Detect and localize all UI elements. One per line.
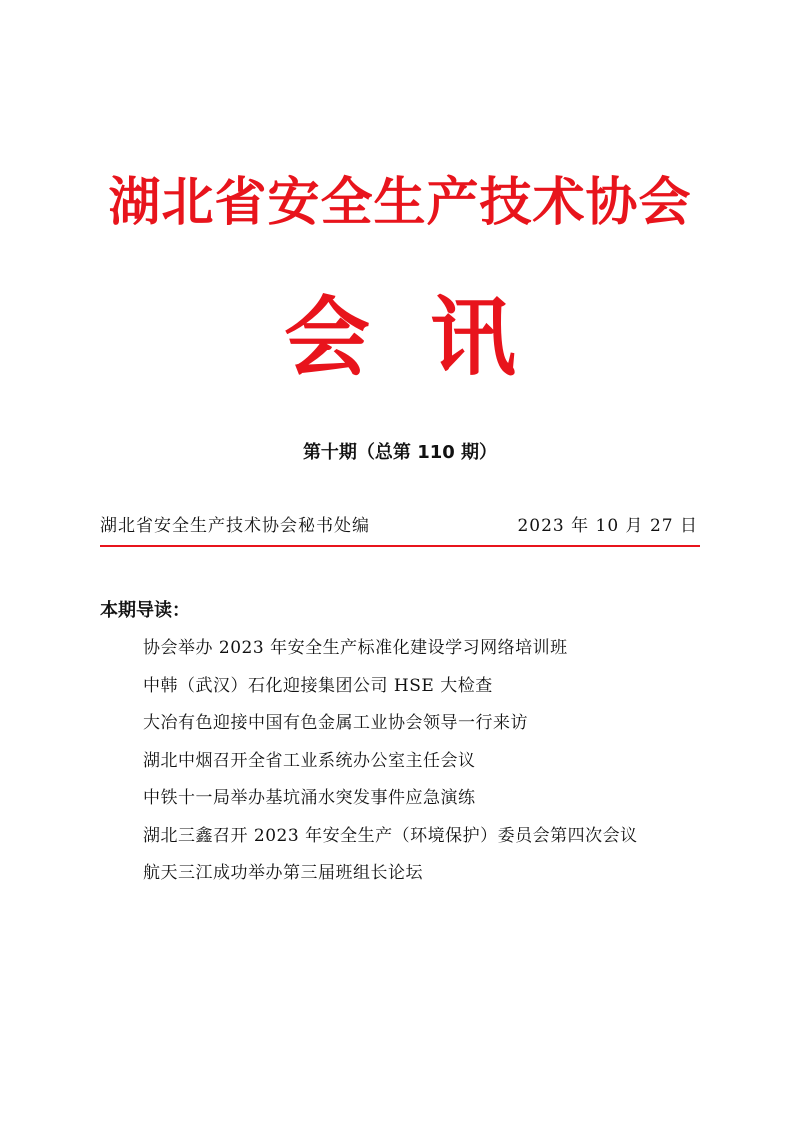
toc-item: 航天三江成功举办第三届班组长论坛 xyxy=(143,863,423,883)
toc-list xyxy=(143,635,638,898)
toc-item: 协会举办 2023 年安全生产标准化建设学习网络培训班 xyxy=(143,638,568,658)
red-divider xyxy=(100,545,700,547)
toc-item: 大冶有色迎接中国有色金属工业协会领导一行来访 xyxy=(143,713,528,733)
publish-date: 2023 年 10 月 27 日 xyxy=(517,516,698,536)
organization-title: 湖北省安全生产技术协会 xyxy=(108,172,692,233)
toc-item: 中铁十一局举办基坑涌水突发事件应急演练 xyxy=(143,788,476,808)
toc-item: 湖北中烟召开全省工业系统办公室主任会议 xyxy=(143,750,476,771)
editor-name: 湖北省安全生产技术协会秘书处编 xyxy=(100,516,370,536)
toc-item: 湖北三鑫召开 2023 年安全生产（环境保护）委员会第四次会议 xyxy=(143,825,638,846)
editor-line xyxy=(100,513,698,539)
bulletin-title: 会讯 xyxy=(284,288,576,388)
toc-heading: 本期导读： xyxy=(100,600,190,621)
toc-item: 中韩（武汉）石化迎接集团公司 HSE 大检查 xyxy=(143,675,493,696)
issue-number: 第十期（总第 110 期） xyxy=(302,442,498,463)
